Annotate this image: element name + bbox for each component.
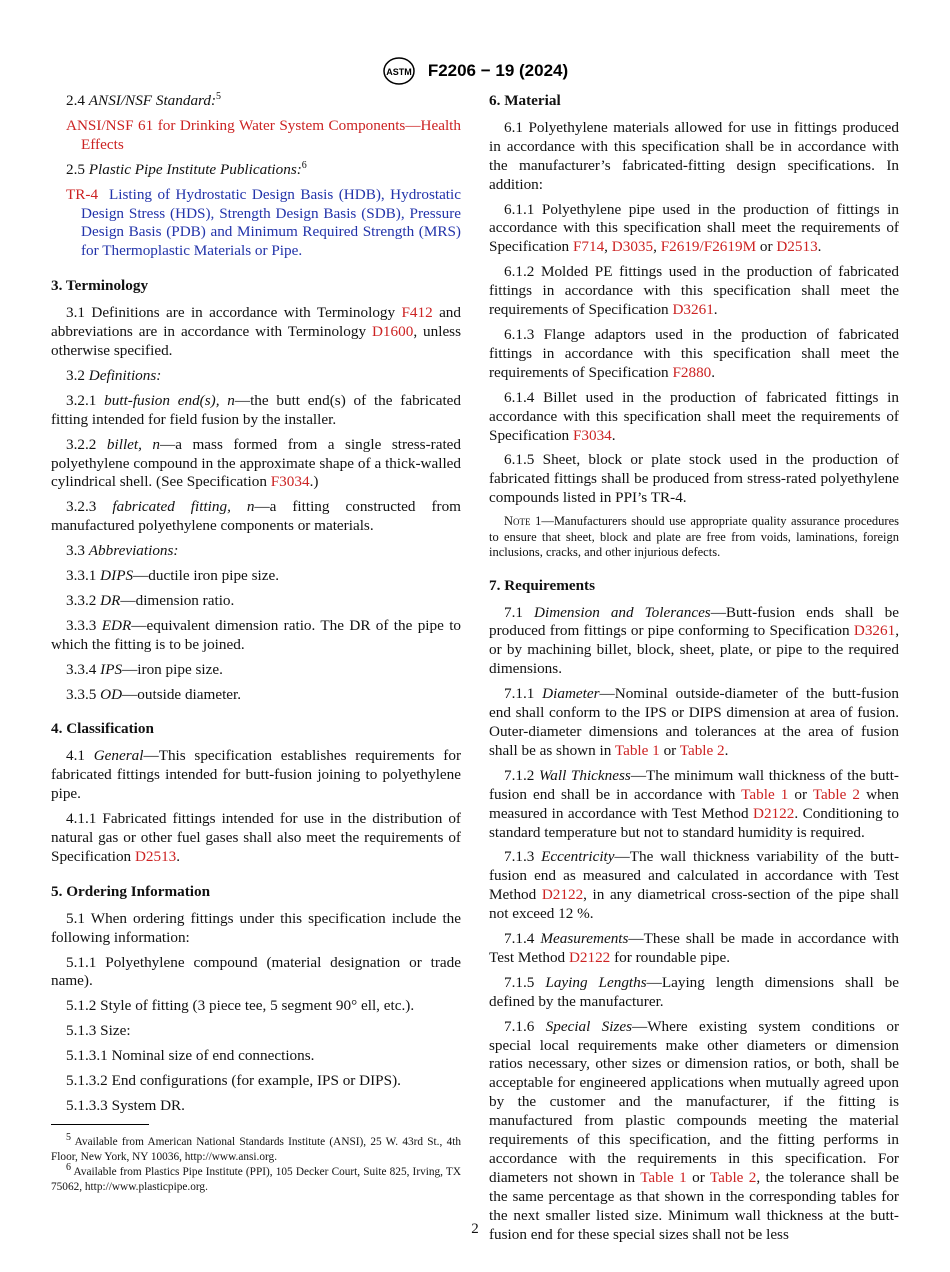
table-2-link[interactable]: Table 2 (709, 1168, 757, 1186)
section-3-2-2: 3.2.2 billet, n—a mass formed from a single stress-rated polyethylene compound in the approximate shape of a thick-walled cylindrical shell. (See Specification F3034.) (51, 435, 461, 491)
section-3-2-1: 3.2.1 butt-fusion end(s), n—the butt end(s) of the fabricated fitting intended for field fusion by the installer. (51, 391, 461, 428)
document-id: F2206 − 19 (2024) (427, 61, 569, 80)
right-column (489, 92, 899, 1251)
svg-text:ASTM: ASTM (386, 67, 412, 77)
section-5-1-3: 5.1.3 Size: (66, 1022, 131, 1040)
section-7-1-2: 7.1.2 Wall Thickness—The minimum wall thickness of the butt-fusion end shall be in accordance with Table 1 or Table 2 when measured in accordance with Test Method D2122. Conditioning to standard temperature but not to standard humidity is required. (489, 766, 899, 841)
section-6-1-3: 6.1.3 Flange adaptors used in the production of fabricated fittings in accordance with this specification shall meet the requirements of Specification F2880. (489, 325, 899, 381)
section-6-1: 6.1 Polyethylene materials allowed for use in fittings produced in accordance with this specification shall be in accordance with the manufacturer’s fabricated-fitting design specifications. In addition: (489, 118, 899, 193)
table-1-link[interactable]: Table 1 (741, 785, 789, 803)
section-5-1-3-1: 5.1.3.1 Nominal size of end connections. (66, 1047, 315, 1065)
section-5-heading: 5. Ordering Information (51, 882, 211, 900)
table-1-link[interactable]: Table 1 (640, 1168, 687, 1186)
section-4-1-1: 4.1.1 Fabricated fittings intended for use in the distribution of natural gas or other fuel gases shall also meet the requirements of Specification D2513. (51, 810, 461, 865)
section-3-2: 3.2 Definitions: (66, 366, 162, 384)
section-3-3-4: 3.3.4 IPS—iron pipe size. (66, 660, 223, 678)
table-1-link[interactable]: Table 1 (614, 741, 660, 759)
section-2-4: 2.4 ANSI/NSF Standard:$^5$ (66, 90, 222, 109)
section-6-heading: 6. Material (489, 92, 561, 109)
d2122-link[interactable]: D2122 (568, 948, 611, 966)
section-4-1: 4.1 General—This specification establishes requirements for fabricated fittings intended for butt-fusion joining to polyethylene pipe. (51, 747, 461, 803)
footnote-5: $^5$ Available from American National Standards Institute (ANSI), 25 W. 43rd St., 4th Floor, New York, NY 10036, http://www.ansi.org. (51, 1132, 461, 1163)
section-4-heading: 4. Classification (51, 720, 154, 738)
section-5-1: 5.1 When ordering fittings under this specification include the following information: (51, 909, 461, 946)
page-header (0, 56, 950, 86)
section-3-2-3: 3.2.3 fabricated fitting, n—a fitting constructed from manufactured polyethylene components or materials. (51, 498, 461, 535)
f2880-link[interactable]: F2880 (672, 363, 712, 381)
section-3-3-3: 3.3.3 EDR—equivalent dimension ratio. The DR of the pipe to which the fitting is to be joined. (51, 616, 462, 653)
astm-logo-icon (382, 56, 416, 86)
d2513-link[interactable]: D2513 (776, 238, 818, 256)
tr-4-reference (51, 186, 461, 262)
ansi-nsf-61-reference (51, 117, 461, 155)
left-column (51, 92, 461, 1122)
page-number: 2 (471, 1221, 479, 1237)
section-7-1-3: 7.1.3 Eccentricity—The wall thickness variability of the butt-fusion end as measured and calculated in accordance with Test Method D2122, in any diametrical cross-section of the pipe shall not exceed 12 %. (489, 848, 899, 923)
table-2-link[interactable]: Table 2 (679, 741, 725, 759)
d1600-link[interactable]: D1600 (371, 323, 414, 341)
f714-link[interactable]: F714 (572, 238, 605, 256)
section-7-heading: 7. Requirements (489, 576, 596, 594)
footnotes (51, 1124, 461, 1195)
section-5-1-3-3: 5.1.3.3 System DR. (66, 1096, 185, 1114)
f3034-link[interactable]: F3034 (572, 426, 612, 444)
d2122-link[interactable]: D2122 (753, 804, 795, 822)
footnote-6: $^6$ Available from Plastics Pipe Institute (PPI), 105 Decker Court, Suite 825, Irving, TX 75062, http://www.plasticpipe.org. (51, 1162, 461, 1193)
section-6-1-5: 6.1.5 Sheet, block or plate stock used in the production of fabricated fittings shall be produced from stress-rated polyethylene compounds listed in PPI’s TR-4. (489, 451, 899, 507)
section-2-5: 2.5 Plastic Pipe Institute Publications:$^6$ (66, 159, 307, 178)
section-3-3-2: 3.3.2 DR—dimension ratio. (66, 591, 235, 609)
d2122-link[interactable]: D2122 (541, 886, 584, 904)
tr-4-title-link[interactable]: Listing of Hydrostatic Design Basis (HDB), Hydrostatic Design Stress (HDS), Strength Design Basis (SDB), Pressure Design Basis (PDB) and Minimum Required Strength (MRS) for Thermoplastic Materials or Pipe. (81, 185, 461, 260)
d2513-link[interactable]: D2513 (134, 847, 177, 865)
d3261-link[interactable]: D3261 (853, 622, 896, 640)
d3035-link[interactable]: D3035 (611, 238, 654, 256)
section-7-1-6: 7.1.6 Special Sizes—Where existing system conditions or special local requirements make other diameters or dimension ratios necessary, other sizes or dimension ratios, or both, shall be acceptable for engineered applications when mutually agreed upon by the customer and the manufacturer, if the fitting is manufactured from plastic compounds meeting the material requirements of this specification, and the fitting performs in accordance with the requirements in this specification. For diameters not shown in Table 1 or Table 2, the tolerance shall be the same percentage as that shown in the corresponding tables for the next smaller listed size. Minimum wall thickness at the butt-fusion end for these special sizes shall not be less (489, 1017, 899, 1243)
section-5-1-1: 5.1.1 Polyethylene compound (material designation or trade name). (51, 953, 461, 990)
section-5-1-3-2: 5.1.3.2 End configurations (for example, IPS or DIPS). (66, 1072, 401, 1090)
section-7-1-1: 7.1.1 Diameter—Nominal outside-diameter of the butt-fusion end shall conform to the IPS or DIPS dimension at area of fusion. Outer-diameter dimensions and tolerances at the area of fusion shall be as shown in Table 1 or Table 2. (489, 685, 899, 759)
footnote-rule (51, 1124, 149, 1125)
section-6-1-1: 6.1.1 Polyethylene pipe used in the production of fittings in accordance with this specification shall meet the requirements of Specification F714, D3035, F2619/F2619M or D2513. (489, 200, 899, 256)
section-7-1-4: 7.1.4 Measurements—These shall be made in accordance with Test Method D2122 for roundable pipe. (489, 930, 899, 966)
f412-link[interactable]: F412 (401, 304, 433, 322)
table-2-link[interactable]: Table 2 (812, 785, 861, 803)
section-3-3: 3.3 Abbreviations: (66, 542, 179, 560)
section-3-1: 3.1 Definitions are in accordance with Terminology F412 and abbreviations are in accordance with Terminology D1600, unless otherwise specified. (51, 304, 462, 359)
note-1: Note 1—Manufacturers should use appropriate quality assurance procedures to ensure that sheet, block and plate are free from voids, laminations, foreign inclusions, cracks, and other injurious defects. (489, 514, 899, 560)
ansi-nsf-61-link[interactable]: ANSI/NSF 61 for Drinking Water System Components—Health Effects (66, 116, 461, 153)
tr-4-link[interactable]: TR-4 (66, 185, 99, 203)
section-6-1-4: 6.1.4 Billet used in the production of fabricated fittings in accordance with this specification shall meet the requirements of Specification F3034. (489, 388, 899, 444)
section-6-1-2: 6.1.2 Molded PE fittings used in the production of fabricated fittings in accordance with this specification shall meet the requirements of Specification D3261. (489, 263, 899, 319)
section-3-3-5: 3.3.5 OD—outside diameter. (66, 685, 242, 703)
d3261-link[interactable]: D3261 (672, 301, 714, 319)
f2619-link[interactable]: F2619/F2619M (660, 238, 757, 256)
section-3-heading: 3. Terminology (51, 277, 149, 295)
f3034-link[interactable]: F3034 (270, 473, 310, 491)
section-7-1: 7.1 Dimension and Tolerances—Butt-fusion ends shall be produced from fittings or pipe conforming to Specification D3261, or by machining billet, block, sheet, plate, or pipe to the required dimensions. (489, 603, 899, 678)
section-3-3-1: 3.3.1 DIPS—ductile iron pipe size. (66, 567, 280, 585)
section-7-1-5: 7.1.5 Laying Lengths—Laying length dimensions shall be defined by the manufacturer. (489, 973, 899, 1010)
section-5-1-2: 5.1.2 Style of fitting (3 piece tee, 5 segment 90° ell, etc.). (66, 997, 415, 1015)
